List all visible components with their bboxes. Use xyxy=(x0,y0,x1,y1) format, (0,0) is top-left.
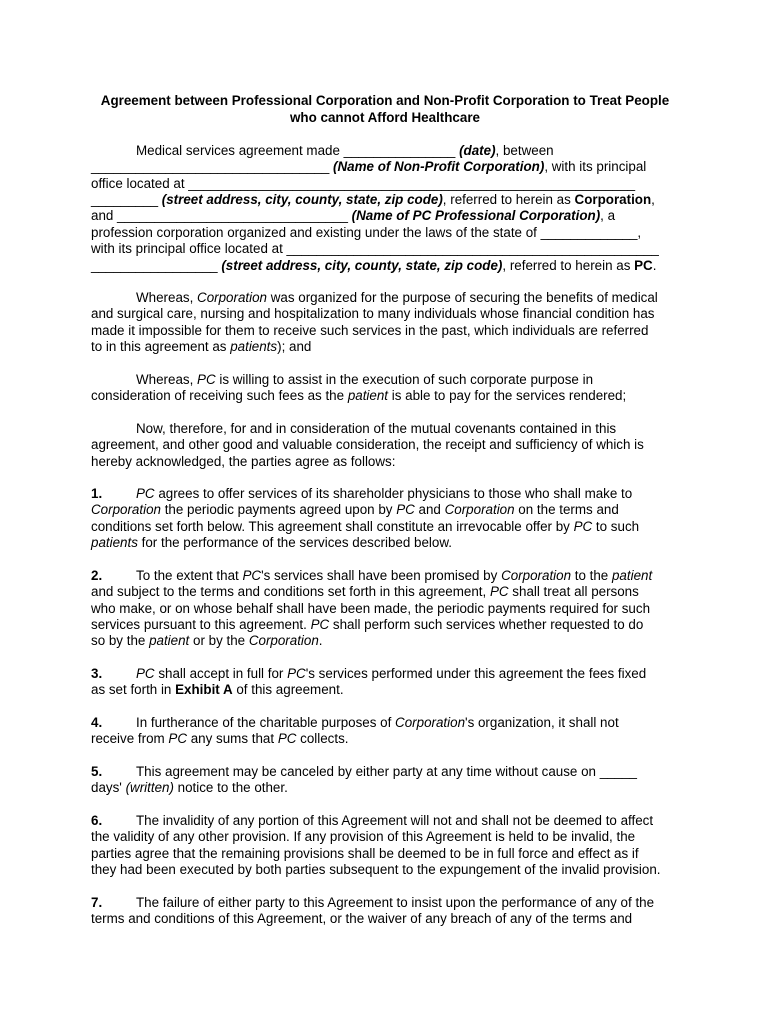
intro-line-8: _________________ (street address, city, county, state, zip code), referred to herein as PC. xyxy=(91,258,657,273)
whereas1-line-4: to in this agreement as patients); and xyxy=(91,339,312,354)
whereas2-line-1: Whereas, PC is willing to assist in the execution of such corporate purpose in xyxy=(136,372,594,387)
whereas2-line-2: consideration of receiving such fees as the patient is able to pay for the services rendered; xyxy=(91,388,627,403)
section-6-line-1: The invalidity of any portion of this Agreement will not and shall not be deemed to affect xyxy=(136,813,654,828)
title-line-1: Agreement between Professional Corporation and Non-Profit Corporation to Treat People xyxy=(100,93,670,108)
section-2-line-4: services pursuant to this agreement. PC shall perform such services whether requested to do xyxy=(91,617,644,632)
section-4-number: 4. xyxy=(91,715,103,730)
intro-line-1: Medical services agreement made _______________ (date), between xyxy=(136,143,554,158)
section-7-number: 7. xyxy=(91,895,103,910)
section-1-line-3: conditions set forth below. This agreement shall constitute an irrevocable offer by PC to such xyxy=(91,519,640,534)
document-title xyxy=(60,93,710,126)
section-6-number: 6. xyxy=(91,813,103,828)
whereas1-line-2: and surgical care, nursing and hospitalization to many individuals whose financial condition has xyxy=(91,306,655,321)
now-line-1: Now, therefore, for and in consideration of the mutual covenants contained in this xyxy=(136,421,617,436)
intro-line-3: office located at ____________________________________________________________ xyxy=(91,176,636,191)
section-3-line-2: as set forth in Exhibit A of this agreement. xyxy=(91,682,344,697)
section-2-line-5: so by the patient or by the Corporation. xyxy=(91,633,323,648)
title-line-2: who cannot Afford Healthcare xyxy=(290,109,480,125)
section-3-number: 3. xyxy=(91,666,103,681)
section-5-number: 5. xyxy=(91,764,103,779)
intro-line-7: with its principal office located at __________________________________________________ xyxy=(91,241,659,256)
section-7-line-2: terms and conditions of this Agreement, or the waiver of any breach of any of the terms and xyxy=(91,911,633,926)
section-1-number: 1. xyxy=(91,486,103,501)
section-2-line-2: and subject to the terms and conditions set forth in this agreement, PC shall treat all persons xyxy=(91,584,639,599)
intro-line-4: _________ (street address, city, county, state, zip code), referred to herein as Corporation, xyxy=(91,192,655,207)
intro-line-5: and _______________________________ (Name of PC Professional Corporation), a xyxy=(91,208,616,223)
section-4-line-2: receive from PC any sums that PC collects. xyxy=(91,731,349,746)
section-6-line-3: parties agree that the remaining provisions shall be deemed to be in full force and effect as if xyxy=(91,846,639,861)
whereas1-line-3: made it impossible for them to receive such services in the past, which individuals are referred xyxy=(91,323,649,338)
section-1-line-2: Corporation the periodic payments agreed upon by PC and Corporation on the terms and xyxy=(91,502,619,517)
whereas1-line-1: Whereas, Corporation was organized for the purpose of securing the benefits of medical xyxy=(136,290,658,305)
section-2-line-1: To the extent that PC's services shall have been promised by Corporation to the patient xyxy=(136,568,653,583)
section-3-line-1: PC shall accept in full for PC's services performed under this agreement the fees fixed xyxy=(136,666,647,681)
now-line-2: agreement, and other good and valuable consideration, the receipt and sufficiency of which is xyxy=(91,437,644,452)
section-6-line-4: they had been executed by both parties subsequent to the expungement of the invalid provision. xyxy=(91,862,661,877)
section-2-number: 2. xyxy=(91,568,103,583)
section-2-line-3: who make, or on whose behalf shall have been made, the periodic payments required for such xyxy=(91,601,651,616)
section-1-line-4: patients for the performance of the services described below. xyxy=(91,535,453,550)
intro-line-2: ________________________________ (Name of Non-Profit Corporation), with its principal xyxy=(91,159,647,174)
now-line-3: hereby acknowledged, the parties agree as follows: xyxy=(91,454,396,469)
section-1-line-1: PC agrees to offer services of its shareholder physicians to those who shall make to xyxy=(136,486,633,501)
section-7-line-1: The failure of either party to this Agreement to insist upon the performance of any of the xyxy=(136,895,655,910)
section-4-line-1: In furtherance of the charitable purposes of Corporation's organization, it shall not xyxy=(136,715,619,730)
section-5-line-1: This agreement may be canceled by either party at any time without cause on _____ xyxy=(136,764,637,779)
section-5-line-2: days' (written) notice to the other. xyxy=(91,780,288,795)
section-6-line-2: the validity of any other provision. If any provision of this Agreement is held to be invalid, the xyxy=(91,829,636,844)
intro-line-6: profession corporation organized and existing under the laws of the state of _____________, xyxy=(91,225,642,240)
